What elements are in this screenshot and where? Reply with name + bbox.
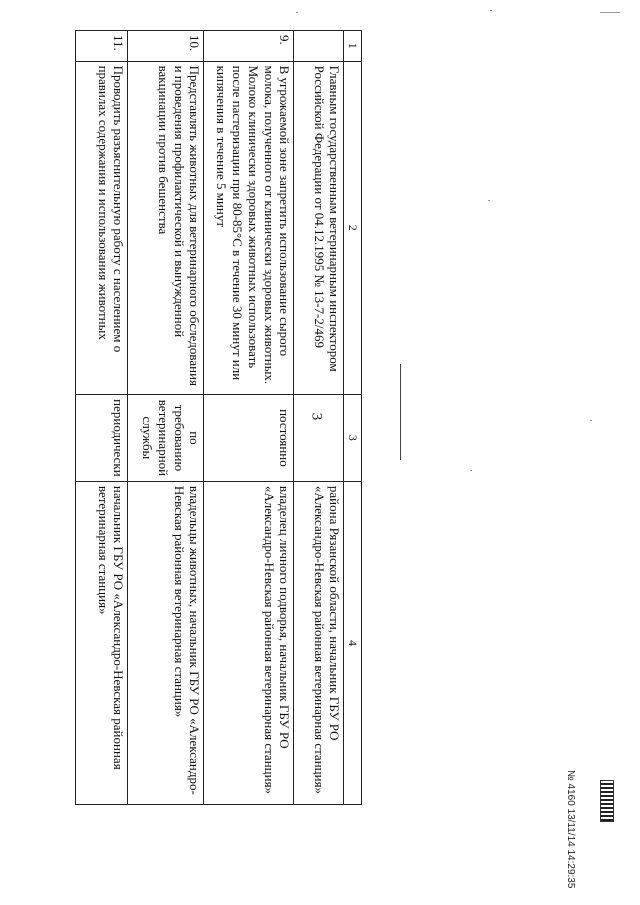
table-row [204,31,294,805]
end-of-document-line [400,364,401,460]
row-number: 11. [76,31,128,62]
measures-table-wrapper [76,30,362,805]
barcode-stamp-icon [600,780,614,822]
header-col-2: 2 [344,61,362,394]
header-col-3: 3 [344,394,362,481]
row-measure: Проводить разъяснительную работу с населением о правилах содержания и использования животных [76,61,128,394]
page-number: 3 [308,412,325,421]
table-row [294,31,344,805]
registration-stamp: № 4160 13/11/14 14:29:35 [565,770,576,889]
row-measure: В угрожаемой зоне запретить использование сырого молока, полученного от клинически здоровых животных. Молоко клинически здоровых животных использовать после пастеризации при 80-85°С в течение 30 минут или кипячения в течение 5 минут [204,61,294,394]
row-responsible: владелец личного подворья, начальник ГБУ РО «Александро-Невская районная ветеринарная станция» [204,481,294,804]
table-header-row [344,31,362,805]
table-row [128,31,204,805]
row-number [294,31,344,62]
row-period: периодически [76,394,128,481]
row-responsible: владельцы животных, начальник ГБУ РО «Александро-Невская районная ветеринарная станция» [128,481,204,804]
rotated-table-frame [76,30,362,805]
row-measure: Представлять животных для ветеринарного обследования и проведения профилактической и вынужденной вакцинации против бешенства [128,61,204,394]
scan-speck [488,200,490,201]
row-period: по требованию ветеринарной службы [128,394,204,481]
scan-speck [490,10,492,11]
row-number: 10. [128,31,204,62]
measures-table [75,30,362,805]
header-col-4: 4 [344,481,362,804]
scan-speck [600,12,620,13]
header-col-1: 1 [344,31,362,62]
row-number: 9. [204,31,294,62]
scan-speck [590,420,592,421]
scan-speck [470,470,472,471]
row-responsible: начальник ГБУ РО «Александро-Невская районная ветеринарная станция» [76,481,128,804]
scan-speck [296,12,298,13]
row-measure: Главным государственным ветеринарным инспектором Российской Федерации от 04.12.1995 № 13-7-2/469 [294,61,344,394]
table-row [76,31,128,805]
row-responsible: района Рязанской области, начальник ГБУ РО «Александро-Невская районная ветеринарная станция» [294,481,344,804]
row-period: постоянно [204,394,294,481]
row-period [294,394,344,481]
